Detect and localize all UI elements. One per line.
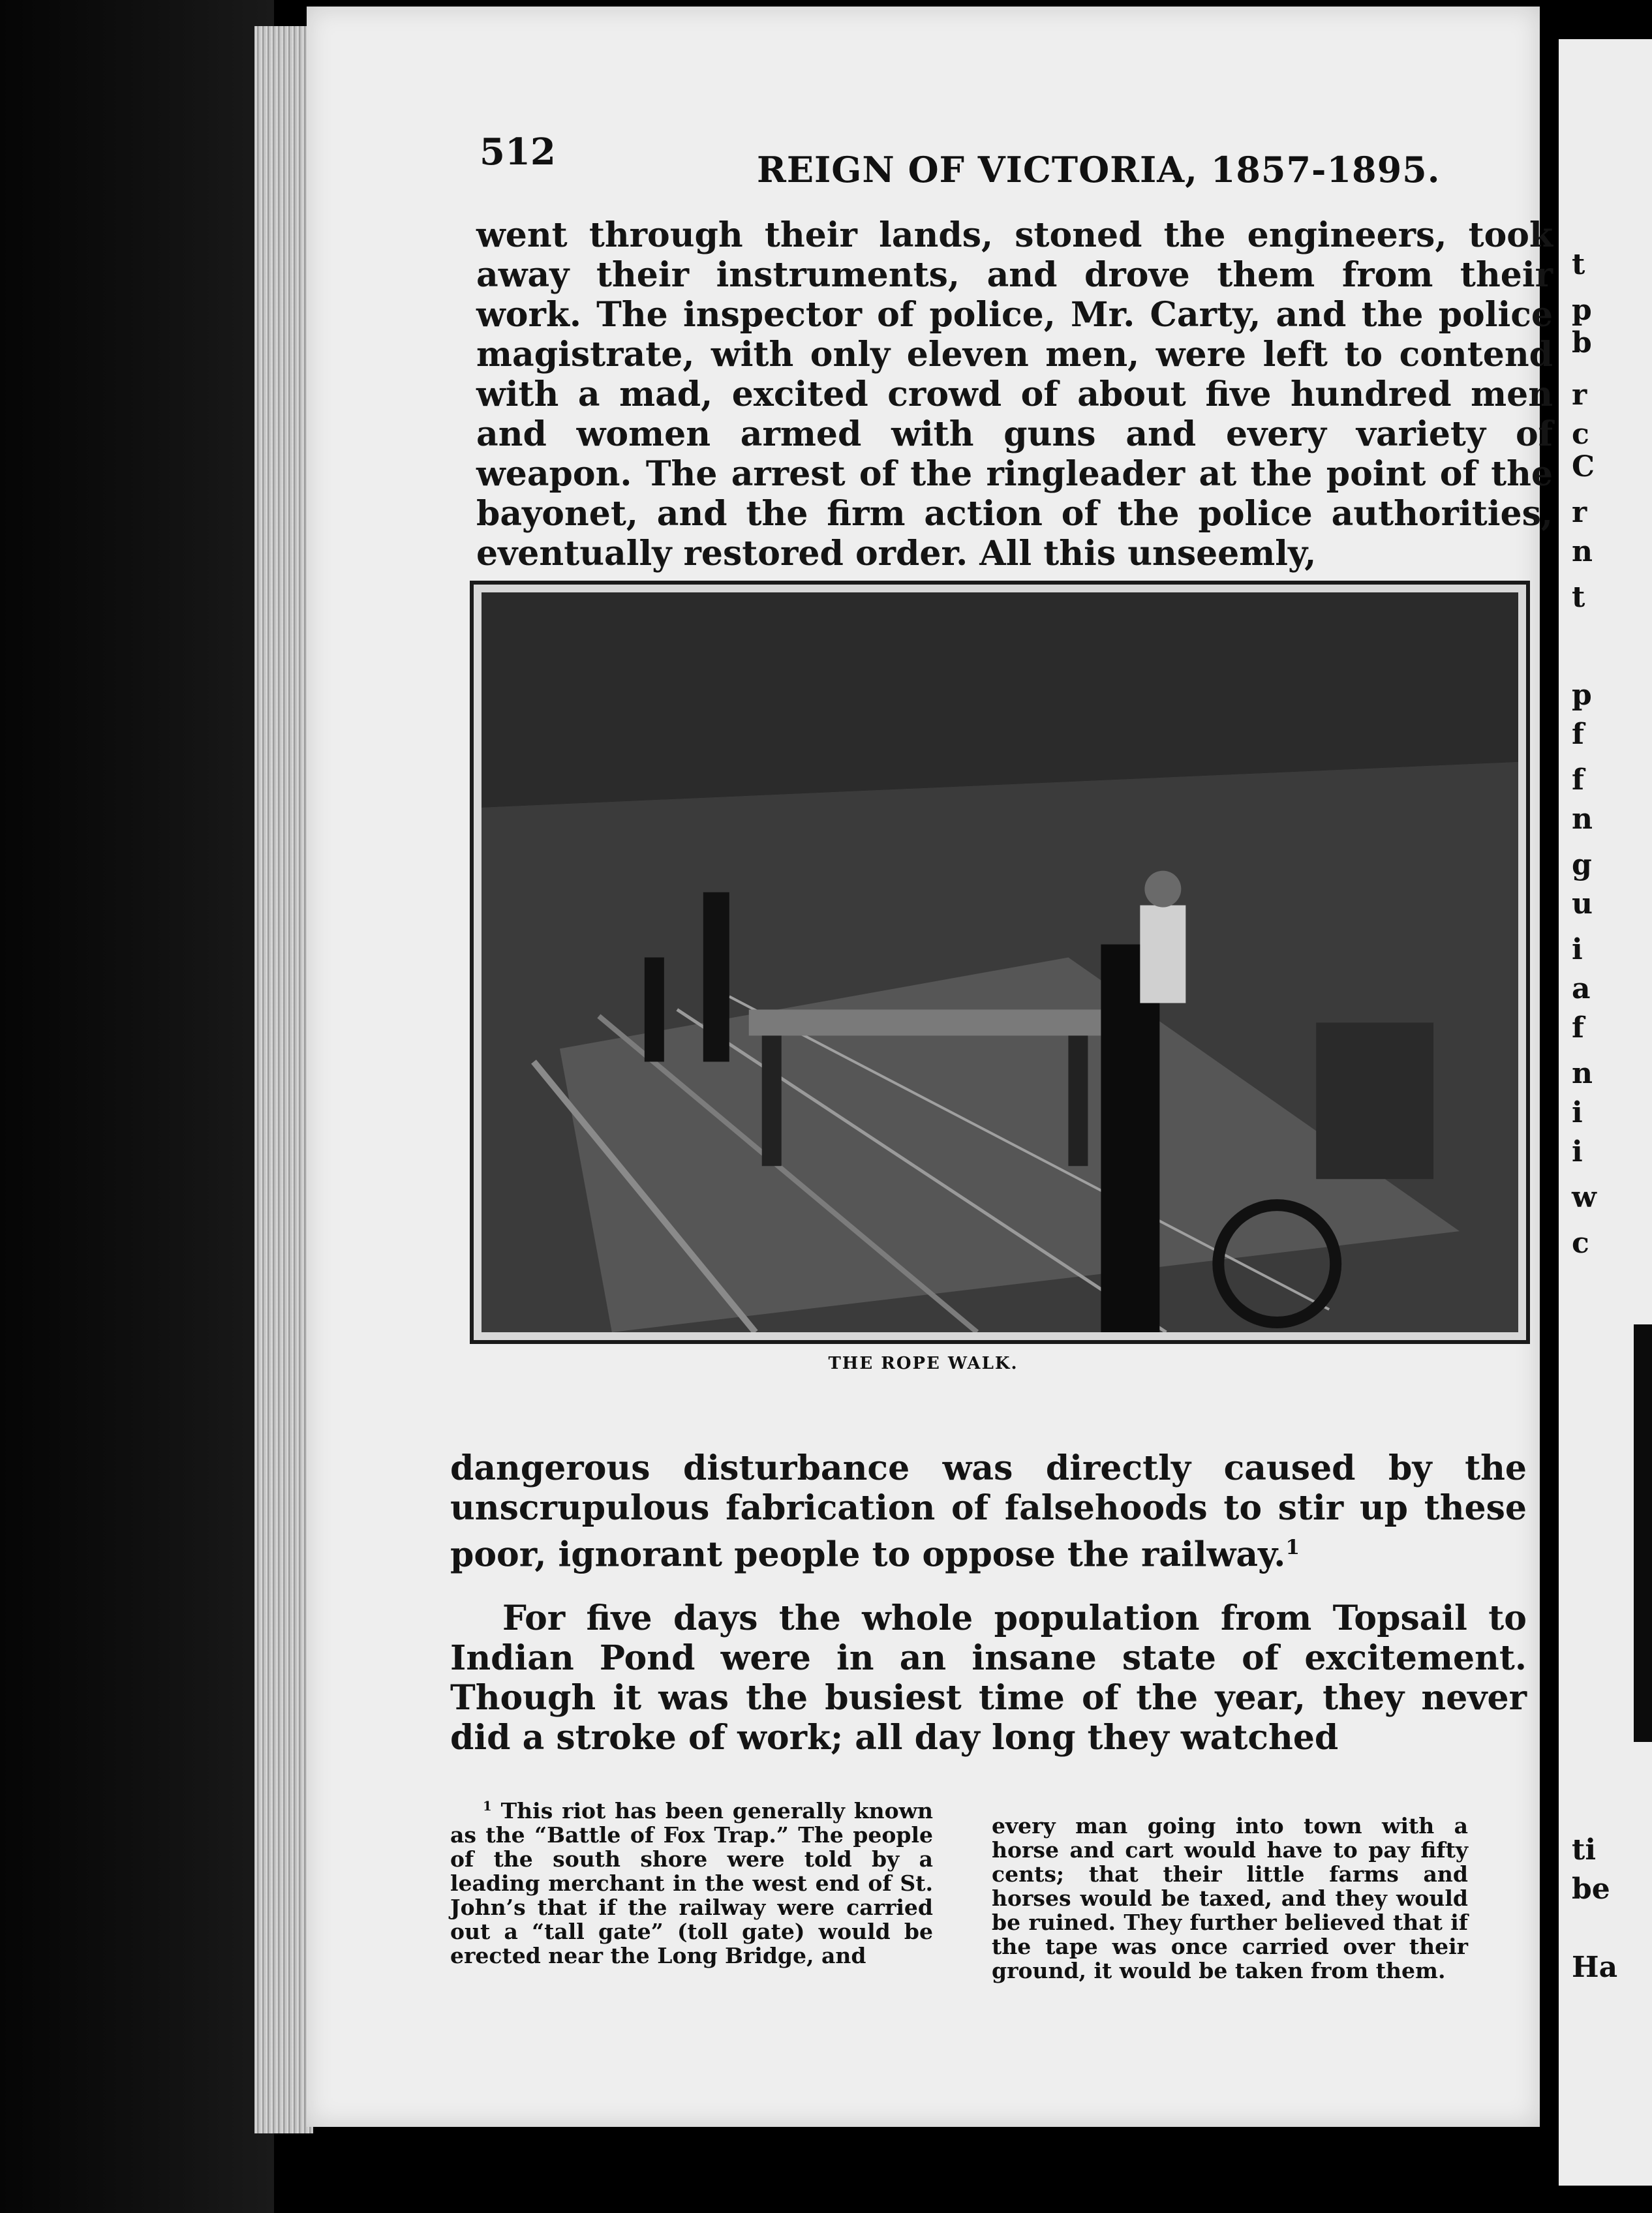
- adjacent-page-fragment: i: [1572, 1096, 1583, 1129]
- page-number: 512: [480, 130, 556, 174]
- photo-drawing: [482, 592, 1518, 1332]
- footnote-number: 1: [483, 1798, 492, 1814]
- adjacent-page-fragment: r: [1572, 378, 1587, 412]
- page-edges: [254, 26, 313, 2133]
- adjacent-page-fragment: c: [1572, 418, 1589, 451]
- adjacent-page-fragment: ti: [1572, 1833, 1597, 1867]
- adjacent-page-fragment: f: [1572, 718, 1584, 751]
- illustration-plate: [470, 581, 1530, 1344]
- paragraph-bottom: For five days the whole population from Topsail to Indian Pond were in an insane state of excitement. Though it was the busiest time of the year, they never did a stroke of work; all day long they watched: [450, 1598, 1527, 1758]
- footnote-left-text: This riot has been generally known as the “Battle of Fox Trap.” The people of the south shore were told by a leading merchant in the west end of St. John’s that if the railway were carried out a “tall gate” (toll gate) would be erected near the Long Bridge, and: [450, 1798, 933, 1968]
- plate-caption: THE ROPE WALK.: [828, 1354, 1018, 1373]
- adjacent-page-fragment: be: [1572, 1872, 1610, 1906]
- paragraph-top: went through their lands, stoned the engineers, took away their instruments, and drove them from their work. The inspector of police, Mr. Carty, and the police magistrate, with only eleven men, were left to contend with a mad, excited crowd of about five hundred men and women armed with guns and every variety of weapon. The arrest of the ringleader at the point of the bayonet, and the firm action of the police authorities, eventually restored order. All this unseemly,: [476, 215, 1553, 573]
- adjacent-page-fragment: n: [1572, 535, 1593, 568]
- adjacent-page-photo: [1634, 1324, 1652, 1742]
- adjacent-page-fragment: b: [1572, 326, 1592, 359]
- adjacent-page-fragment: c: [1572, 1227, 1589, 1260]
- adjacent-page-fragment: f: [1572, 763, 1584, 797]
- adjacent-page-fragment: a: [1572, 972, 1591, 1005]
- running-head: REIGN OF VICTORIA, 1857-1895.: [757, 149, 1441, 191]
- adjacent-page-fragment: p: [1572, 679, 1592, 712]
- adjacent-page-fragment: i: [1572, 1135, 1583, 1168]
- adjacent-page-fragment: w: [1572, 1181, 1597, 1214]
- footnote-marker: 1: [1285, 1536, 1300, 1559]
- adjacent-page-fragment: g: [1572, 848, 1592, 881]
- rope-walk-photo: [482, 592, 1518, 1332]
- paragraph-middle-text: dangerous disturbance was directly caused by the unscrupulous fabrication of falsehoods to stir up these poor, ignorant people to oppose the railway.: [450, 1448, 1527, 1575]
- footnote-left-column: [450, 1794, 933, 1968]
- adjacent-page-fragment: p: [1572, 294, 1592, 327]
- adjacent-page-fragment: f: [1572, 1011, 1584, 1045]
- adjacent-page-fragment: u: [1572, 887, 1593, 921]
- footnote-right-column: every man going into town with a horse and cart would have to pay fifty cents; that their little farms and horses would be taxed, and they would be ruined. They further believed that if the tape was once carried over their ground, it would be taken from them.: [992, 1813, 1468, 1983]
- adjacent-page-fragment: C: [1572, 450, 1595, 483]
- adjacent-page-fragment: Ha: [1572, 1951, 1618, 1984]
- adjacent-page-fragment: t: [1572, 248, 1585, 281]
- adjacent-page-fragment: t: [1572, 581, 1585, 614]
- book-page: [307, 7, 1553, 2127]
- paragraph-middle: [450, 1448, 1527, 1574]
- adjacent-page-fragment: i: [1572, 933, 1583, 966]
- adjacent-page-fragment: n: [1572, 1057, 1593, 1090]
- adjacent-page: [1556, 39, 1652, 2186]
- adjacent-page-fragment: n: [1572, 802, 1593, 836]
- adjacent-page-fragment: r: [1572, 496, 1587, 529]
- book-spine-edge: [0, 0, 274, 2213]
